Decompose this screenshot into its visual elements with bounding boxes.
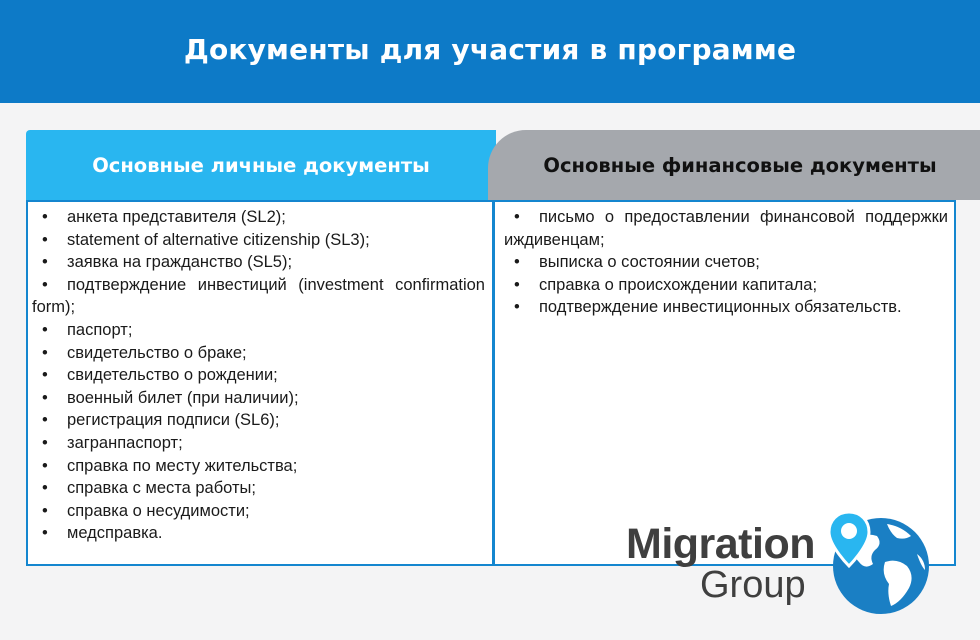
personal-document-item-text: медсправка. xyxy=(67,524,163,543)
bullet-icon: • xyxy=(42,388,48,407)
personal-document-item-text: statement of alternative citizenship (SL3); xyxy=(67,230,370,249)
financial-document-item xyxy=(504,274,948,297)
financial-document-item-text: справка о происхождении капитала; xyxy=(539,275,818,294)
personal-document-item-text: анкета представителя (SL2); xyxy=(67,208,286,226)
financial-document-item-text: подтверждение инвестиционных обязательств. xyxy=(539,298,902,317)
financial-document-item xyxy=(504,206,948,251)
bullet-icon: • xyxy=(42,456,48,475)
personal-document-item-text: справка с места работы; xyxy=(67,479,257,498)
personal-document-item-text: подтверждение инвестиций (investment confirmation form); xyxy=(32,275,485,317)
bullet-icon: • xyxy=(42,320,48,339)
personal-document-item-text: справка о несудимости; xyxy=(67,501,250,520)
bullet-icon: • xyxy=(514,275,520,294)
financial-document-item-text: выписка о состоянии счетов; xyxy=(539,253,760,272)
bullet-icon: • xyxy=(42,501,48,520)
financial-documents-list xyxy=(504,206,948,319)
bullet-icon: • xyxy=(42,433,48,452)
personal-document-item xyxy=(32,251,485,274)
personal-document-item xyxy=(32,319,485,342)
bullet-icon: • xyxy=(42,366,48,385)
bullet-icon: • xyxy=(514,253,520,272)
personal-document-item xyxy=(32,432,485,455)
logo-text-line2: Group xyxy=(700,564,806,606)
personal-document-item xyxy=(32,274,485,319)
bullet-icon: • xyxy=(514,298,520,317)
personal-document-item-text: справка по месту жительства; xyxy=(67,456,298,475)
personal-document-item-text: загранпаспорт; xyxy=(67,433,183,452)
personal-document-item-text: свидетельство о рождении; xyxy=(67,366,278,385)
financial-document-item-text: письмо о предоставлении финансовой поддержки иждивенцам; xyxy=(504,208,948,249)
personal-documents-list xyxy=(32,206,485,545)
personal-document-item-text: паспорт; xyxy=(67,320,133,339)
bullet-icon: • xyxy=(42,411,48,430)
title-bar xyxy=(0,0,980,103)
financial-document-item xyxy=(504,296,948,319)
financial-document-item xyxy=(504,251,948,274)
bullet-icon: • xyxy=(42,479,48,498)
personal-document-item xyxy=(32,364,485,387)
column-divider xyxy=(492,200,495,566)
personal-document-item xyxy=(32,455,485,478)
personal-document-item xyxy=(32,206,485,229)
personal-document-item-text: военный билет (при наличии); xyxy=(67,388,299,407)
personal-document-item-text: свидетельство о браке; xyxy=(67,343,247,362)
personal-document-item xyxy=(32,477,485,500)
personal-document-item xyxy=(32,409,485,432)
personal-document-item-text: регистрация подписи (SL6); xyxy=(67,411,280,430)
personal-document-item xyxy=(32,387,485,410)
left-column-header xyxy=(26,130,496,200)
bullet-icon: • xyxy=(42,208,48,226)
personal-document-item-text: заявка на гражданство (SL5); xyxy=(67,253,293,272)
bullet-icon: • xyxy=(514,208,520,226)
personal-document-item xyxy=(32,522,485,545)
globe-pin-icon xyxy=(825,510,933,616)
bullet-icon: • xyxy=(42,230,48,249)
right-column-header-label: Основные финансовые документы xyxy=(543,153,937,177)
bullet-icon: • xyxy=(42,343,48,362)
bullet-icon: • xyxy=(42,253,48,272)
page-title: Документы для участия в программе xyxy=(183,33,797,66)
personal-document-item xyxy=(32,500,485,523)
migration-group-logo xyxy=(620,508,940,618)
left-column-header-label: Основные личные документы xyxy=(92,153,430,177)
documents-table xyxy=(26,130,956,566)
right-column-header xyxy=(488,130,980,200)
personal-document-item xyxy=(32,342,485,365)
bullet-icon: • xyxy=(42,275,48,294)
logo-text-line1: Migration xyxy=(626,520,815,568)
personal-document-item xyxy=(32,229,485,252)
bullet-icon: • xyxy=(42,524,48,543)
